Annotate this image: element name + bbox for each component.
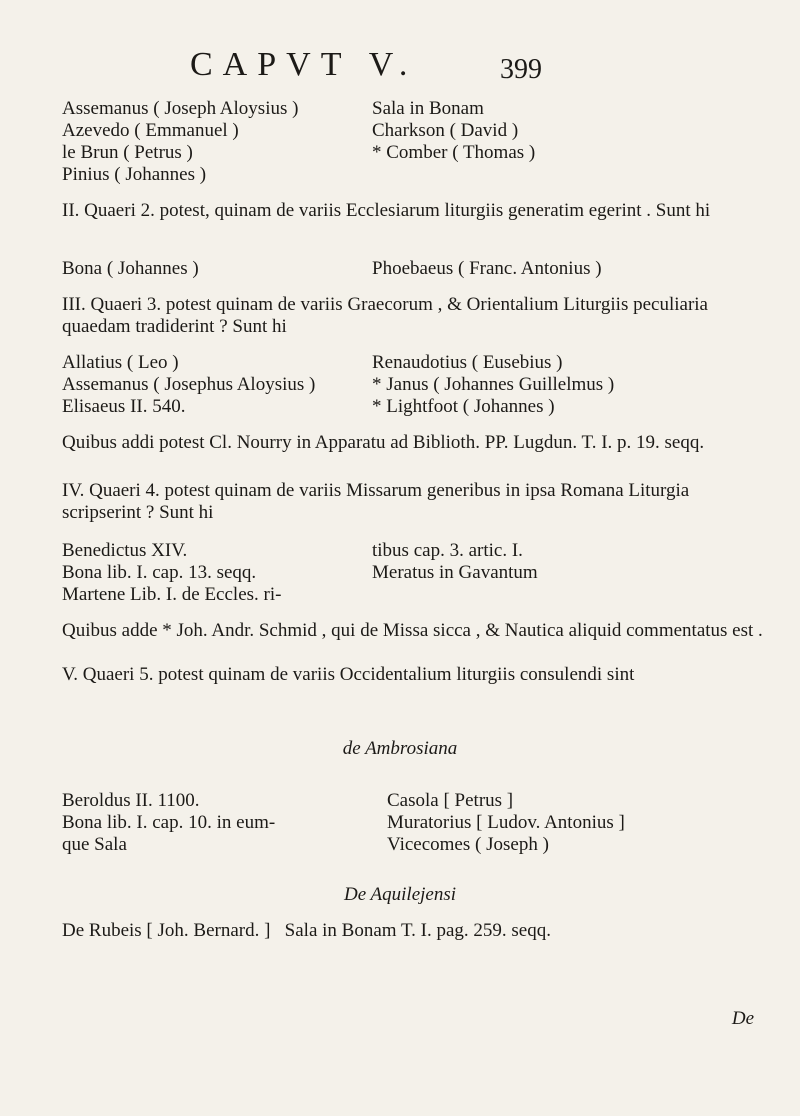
author-list-2 xyxy=(62,258,762,280)
paragraph: IV. Quaeri 4. potest quinam de variis Missarum generibus in ipsa Romana Liturgia scripserint ? Sunt hi xyxy=(62,480,690,523)
subheading-ambrosiana: de Ambrosiana xyxy=(342,738,458,759)
list-row xyxy=(62,834,762,856)
note-4 xyxy=(62,620,767,642)
list-item: tibus cap. 3. artic. I. xyxy=(372,540,523,561)
list-item: Charkson ( David ) xyxy=(372,120,519,141)
list-row xyxy=(62,812,762,834)
list-row xyxy=(62,142,762,164)
list-item: Pinius ( Johannes ) xyxy=(62,164,207,185)
list-item: Assemanus ( Joseph Aloysius ) xyxy=(62,98,299,119)
question-4 xyxy=(62,480,767,524)
list-item: Vicecomes ( Joseph ) xyxy=(387,834,549,855)
list-item: que Sala xyxy=(62,834,127,855)
list-item: Benedictus XIV. xyxy=(62,540,188,561)
author-list-1 xyxy=(62,98,762,186)
list-item: Meratus in Gavantum xyxy=(372,562,538,583)
author-list-4 xyxy=(62,540,762,606)
list-item: Martene Lib. I. de Eccles. ri- xyxy=(62,584,282,605)
last-entry xyxy=(62,920,767,942)
list-row xyxy=(62,352,762,374)
list-row xyxy=(62,562,762,584)
running-header xyxy=(0,46,800,96)
question-5 xyxy=(62,664,767,686)
paragraph: De Rubeis [ Joh. Bernard. ] Sala in Bonam T. I. pag. 259. seqq. xyxy=(62,920,551,941)
list-row xyxy=(62,540,762,562)
list-item: * Comber ( Thomas ) xyxy=(372,142,536,163)
list-item: le Brun ( Petrus ) xyxy=(62,142,193,163)
list-item: Muratorius [ Ludov. Antonius ] xyxy=(387,812,625,833)
list-row xyxy=(62,584,762,606)
list-item: * Lightfoot ( Johannes ) xyxy=(372,396,555,417)
question-3 xyxy=(62,294,767,338)
list-row xyxy=(62,258,762,280)
note-3 xyxy=(62,432,767,454)
list-item: Phoebaeus ( Franc. Antonius ) xyxy=(372,258,602,279)
list-item: * Janus ( Johannes Guillelmus ) xyxy=(372,374,615,395)
subheading-aquilejensi: De Aquilejensi xyxy=(343,884,457,905)
list-item: Elisaeus II. 540. xyxy=(62,396,186,417)
paragraph: III. Quaeri 3. potest quinam de variis Graecorum , & Orientalium Liturgiis peculiaria quaedam tradiderint ? Sunt hi xyxy=(62,294,708,337)
list-item: Renaudotius ( Eusebius ) xyxy=(372,352,563,373)
author-list-3 xyxy=(62,352,762,418)
list-row xyxy=(62,374,762,396)
author-list-5 xyxy=(62,790,762,856)
paragraph: Quibus addi potest Cl. Nourry in Apparatu ad Biblioth. PP. Lugdun. T. I. p. 19. seqq. xyxy=(62,432,705,453)
list-row xyxy=(62,164,762,186)
list-item: Allatius ( Leo ) xyxy=(62,352,179,373)
list-item: Bona lib. I. cap. 13. seqq. xyxy=(62,562,257,583)
list-item: Bona ( Johannes ) xyxy=(62,258,199,279)
paragraph: II. Quaeri 2. potest, quinam de variis Ecclesiarum liturgiis generatim egerint . Sunt hi xyxy=(62,200,711,221)
list-row xyxy=(62,790,762,812)
list-row xyxy=(62,98,762,120)
catchword: De xyxy=(731,1008,754,1029)
list-item: Azevedo ( Emmanuel ) xyxy=(62,120,239,141)
list-item: Casola [ Petrus ] xyxy=(387,790,514,811)
chapter-title: CAPVT V. xyxy=(190,46,418,83)
list-item: Bona lib. I. cap. 10. in eum- xyxy=(62,812,276,833)
page-number: 399 xyxy=(500,54,542,85)
list-item: Assemanus ( Josephus Aloysius ) xyxy=(62,374,316,395)
list-row xyxy=(62,396,762,418)
list-row xyxy=(62,120,762,142)
list-item: Sala in Bonam xyxy=(372,98,484,119)
paragraph: Quibus adde * Joh. Andr. Schmid , qui de Missa sicca , & Nautica aliquid commentatus est . xyxy=(62,620,763,641)
question-2 xyxy=(62,200,767,222)
list-item: Beroldus II. 1100. xyxy=(62,790,200,811)
paragraph: V. Quaeri 5. potest quinam de variis Occidentalium liturgiis consulendi sint xyxy=(62,664,635,685)
